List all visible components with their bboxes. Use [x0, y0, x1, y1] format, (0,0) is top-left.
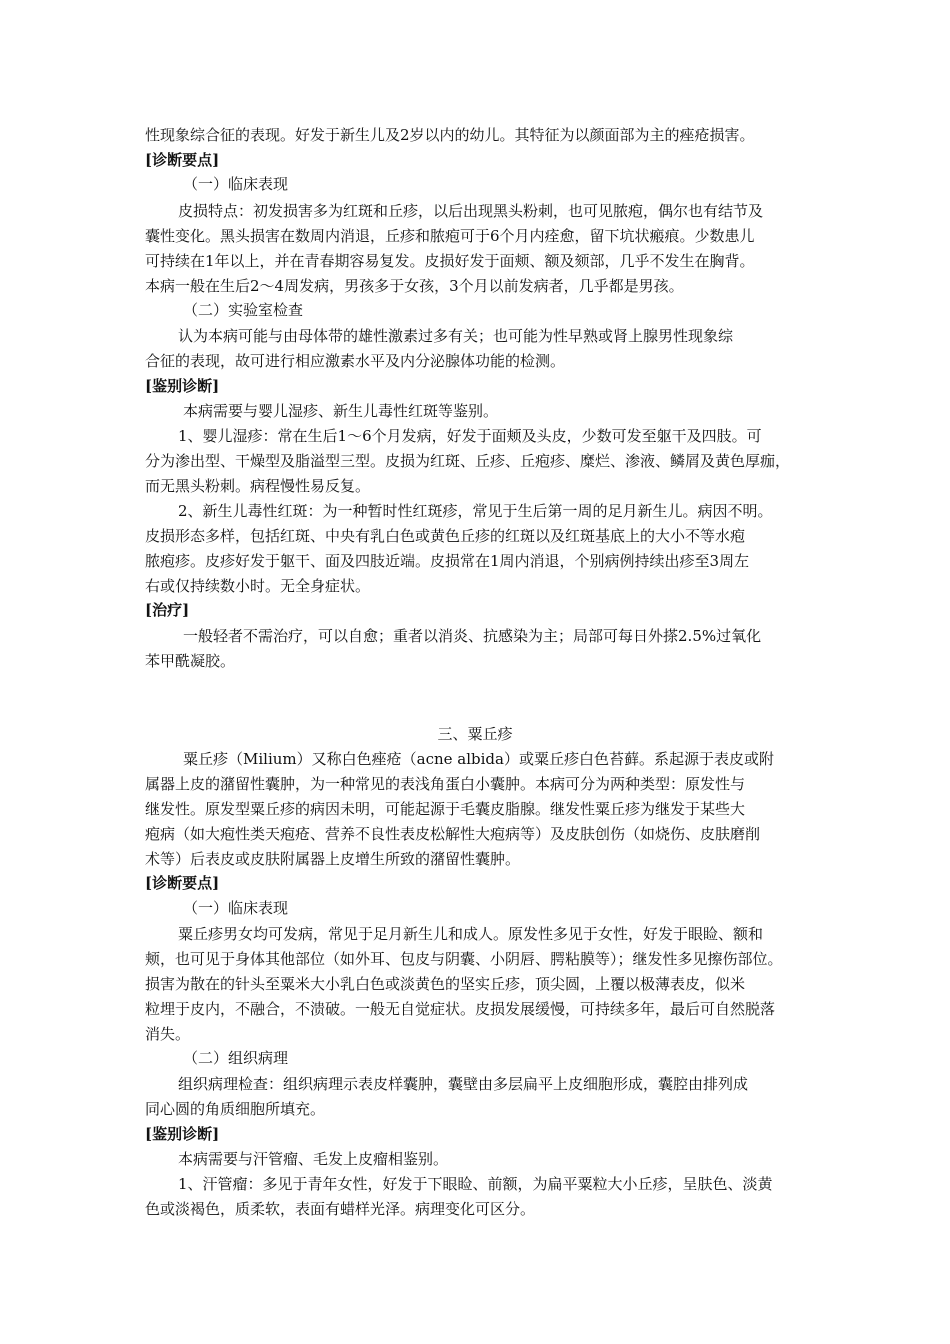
paragraph-line: 一般轻者不需治疗，可以自愈；重者以消炎、抗感染为主；局部可每日外搽2.5%过氧化: [183, 627, 762, 645]
clinical-subheading: （一）临床表现: [183, 899, 289, 917]
paragraph-line: 属器上皮的潴留性囊肿，为一种常见的表浅角蛋白小囊肿。本病可分为两种类型：原发性与: [145, 775, 746, 793]
differential-heading: [鉴别诊断]: [145, 377, 220, 395]
paragraph-line: 同心圆的角质细胞所填充。: [145, 1100, 326, 1118]
paragraph-line: 1、婴儿湿疹：常在生后1～6个月发病，好发于面颊及头皮，少数可发至躯干及四肢。可: [178, 427, 762, 445]
paragraph-line: 疱病（如大疱性类天疱疮、营养不良性表皮松解性大疱病等）及皮肤创伤（如烧伤、皮肤磨削: [145, 825, 761, 843]
paragraph-line: 分为渗出型、干燥型及脂溢型三型。皮损为红斑、丘疹、丘疱疹、糜烂、渗液、鳞屑及黄色厚痂，: [145, 452, 791, 470]
paragraph-line: 认为本病可能与由母体带的雄性激素过多有关；也可能为性早熟或肾上腺男性现象综: [178, 327, 734, 345]
paragraph-line: 本病需要与婴儿湿疹、新生儿毒性红斑等鉴别。: [183, 402, 499, 420]
paragraph-line: 囊性变化。黑头损害在数周内消退，丘疹和脓疱可于6个月内痊愈，留下坑状瘢痕。少数患儿: [145, 227, 755, 245]
diagnosis-heading: [诊断要点]: [145, 151, 220, 169]
paragraph-line: 颊，也可见于身体其他部位（如外耳、包皮与阴囊、小阴唇、腭粘膜等）；继发性多见擦伤部位。: [145, 950, 783, 968]
paragraph-line: 色或淡褐色，质柔软，表面有蜡样光泽。病理变化可区分。: [145, 1200, 536, 1218]
lab-subheading: （二）实验室检查: [183, 301, 304, 319]
paragraph-line: 本病需要与汗管瘤、毛发上皮瘤相鉴别。: [178, 1150, 449, 1168]
section-title: 三、粟丘疹: [437, 725, 513, 743]
paragraph-line: 粟丘疹（Milium）又称白色痤疮（acne albida）或粟丘疹白色苔藓。系起源于表皮或附: [183, 750, 774, 768]
paragraph-line: 皮损形态多样，包括红斑、中央有乳白色或黄色丘疹的红斑以及红斑基底上的大小不等水疱: [145, 527, 746, 545]
paragraph-line: 苯甲酰凝胶。: [145, 652, 236, 670]
paragraph-line: 1、汗管瘤：多见于青年女性，好发于下眼睑、前额，为扁平粟粒大小丘疹，呈肤色、淡黄: [178, 1175, 773, 1193]
differential-heading: [鉴别诊断]: [145, 1125, 220, 1143]
paragraph-line: 损害为散在的针头至粟米大小乳白色或淡黄色的坚实丘疹，顶尖圆，上覆以极薄表皮，似米: [145, 975, 746, 993]
paragraph-line: 组织病理检查：组织病理示表皮样囊肿，囊壁由多层扁平上皮细胞形成，囊腔由排列成: [178, 1075, 749, 1093]
paragraph-line: 术等）后表皮或皮肤附属器上皮增生所致的潴留性囊肿。: [145, 850, 521, 868]
clinical-subheading: （一）临床表现: [183, 175, 289, 193]
paragraph-line: 粒埋于皮内，不融合，不溃破。一般无自觉症状。皮损发展缓慢，可持续多年，最后可自然脱落: [145, 1000, 776, 1018]
paragraph-line: 皮损特点：初发损害多为红斑和丘疹，以后出现黑头粉刺，也可见脓疱，偶尔也有结节及: [178, 202, 764, 220]
paragraph-line: 而无黑头粉刺。病程慢性易反复。: [145, 477, 371, 495]
intro-line: 性现象综合征的表现。好发于新生儿及2岁以内的幼儿。其特征为以颜面部为主的痤疮损害。: [145, 126, 755, 144]
pathology-subheading: （二）组织病理: [183, 1049, 289, 1067]
treatment-heading: [治疗]: [145, 601, 190, 619]
paragraph-line: 可持续在1年以上，并在青春期容易复发。皮损好发于面颊、额及颏部，几乎不发生在胸背。: [145, 252, 755, 270]
paragraph-line: 合征的表现，故可进行相应激素水平及内分泌腺体功能的检测。: [145, 352, 566, 370]
paragraph-line: 继发性。原发型粟丘疹的病因未明，可能起源于毛囊皮脂腺。继发性粟丘疹为继发于某些大: [145, 800, 746, 818]
paragraph-line: 本病一般在生后2～4周发病，男孩多于女孩，3个月以前发病者，几乎都是男孩。: [145, 277, 684, 295]
diagnosis-heading: [诊断要点]: [145, 874, 220, 892]
paragraph-line: 消失。: [145, 1025, 191, 1043]
paragraph-line: 脓疱疹。皮疹好发于躯干、面及四肢近端。皮损常在1周内消退，个别病例持续出疹至3周左: [145, 552, 750, 570]
paragraph-line: 右或仅持续数小时。无全身症状。: [145, 577, 371, 595]
paragraph-line: 粟丘疹男女均可发病，常见于足月新生儿和成人。原发性多见于女性，好发于眼睑、额和: [178, 925, 764, 943]
paragraph-line: 2、新生儿毒性红斑：为一种暂时性红斑疹，常见于生后第一周的足月新生儿。病因不明。: [178, 502, 773, 520]
